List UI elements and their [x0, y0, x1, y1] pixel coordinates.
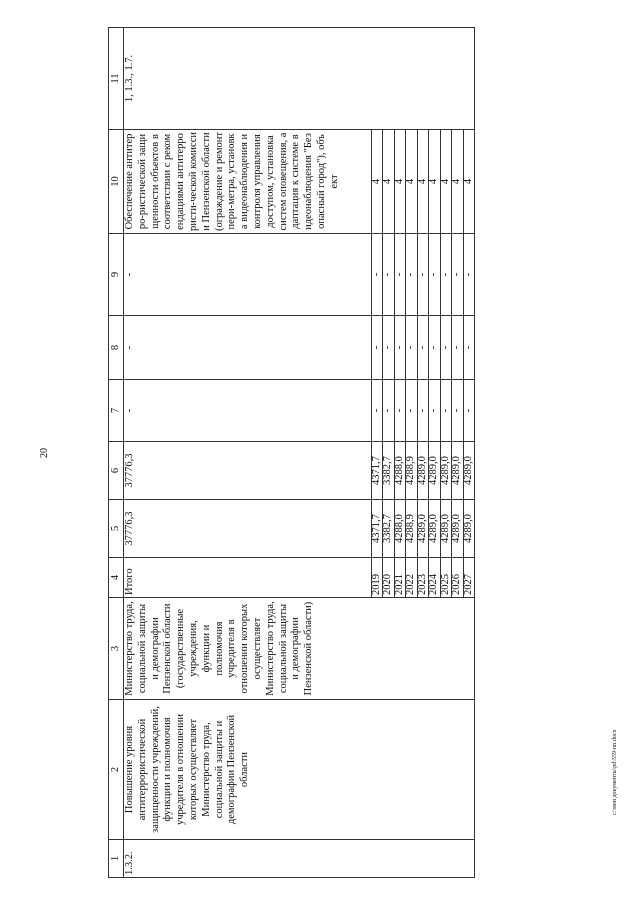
year-row-col8: -	[406, 316, 418, 380]
year-row-col5: 3382,7	[383, 500, 395, 558]
column-number-row	[109, 28, 124, 878]
year-row-col6: 4289,0	[440, 442, 452, 500]
page-number: 20	[39, 448, 50, 458]
year-row-col10: 4	[406, 130, 418, 234]
year-row-col9: -	[429, 234, 441, 316]
year-row-col10: 4	[429, 130, 441, 234]
column-number-8: 8	[109, 316, 124, 380]
column-number-6: 6	[109, 442, 124, 500]
measure-number: 1.3.2.	[124, 840, 475, 878]
total-col6: 37776,3	[124, 442, 372, 500]
column-number-10: 10	[109, 130, 124, 234]
indicator-description: Обеспечение антитерро-ристической защищенности объектов в соответствии с рекомендациями антитеррористи-ческой комиссии Пензенской области (ограждение и ремонт пери-метра, установка видеонаблюдения и контроля управления доступом, установка систем оповещения, адаптация к системе видеонаблюдения "Безопасный город"), объект	[124, 130, 372, 234]
column-number-5: 5	[109, 500, 124, 558]
year-row-col8: -	[383, 316, 395, 380]
year-row-col10: 4	[383, 130, 395, 234]
year-row-col5: 4288,0	[394, 500, 406, 558]
year-row-year: 2025	[440, 558, 452, 598]
year-row-year: 2026	[452, 558, 464, 598]
year-row-year: 2019	[371, 558, 383, 598]
measure-executor: Министерство труда, социальной защиты и демографии Пензенской области (государственные учреждения, функции и полномочия учредителя в отношении которых осуществляет Министерство труда, социальной защиты и демографии Пензенской области)	[124, 598, 475, 700]
measure-description: Повышение уровня антитеррористической защищенности учреждений, функции и полномочия учредителя в отношении которых осуществляет Министерство труда, социальной защиты и демографии Пензенской области	[124, 700, 475, 840]
program-links: 1, 1.3., 1.7.	[124, 28, 475, 130]
year-row-col10: 4	[371, 130, 383, 234]
year-row-col10: 4	[463, 130, 475, 234]
year-row-col10: 4	[394, 130, 406, 234]
year-row-col6: 4289,0	[429, 442, 441, 500]
total-col7: -	[124, 380, 372, 442]
year-row-year: 2022	[406, 558, 418, 598]
year-row-col8: -	[394, 316, 406, 380]
year-row-year: 2021	[394, 558, 406, 598]
year-row-col9: -	[406, 234, 418, 316]
year-row-col5: 4289,0	[452, 500, 464, 558]
year-row-col7: -	[452, 380, 464, 442]
rotated-table-wrapper	[108, 28, 616, 878]
year-row-col7: -	[383, 380, 395, 442]
year-row-col9: -	[452, 234, 464, 316]
year-row-col6: 3382,7	[383, 442, 395, 500]
column-number-4: 4	[109, 558, 124, 598]
year-row-col6: 4289,0	[463, 442, 475, 500]
total-label: Итого	[124, 558, 372, 598]
total-col9: -	[124, 234, 372, 316]
total-col5: 37776,3	[124, 500, 372, 558]
column-number-9: 9	[109, 234, 124, 316]
year-row-col7: -	[394, 380, 406, 442]
year-row-col6: 4289,0	[452, 442, 464, 500]
year-row-col9: -	[463, 234, 475, 316]
year-row-col10: 4	[440, 130, 452, 234]
year-row-col8: -	[463, 316, 475, 380]
year-row-col9: -	[417, 234, 429, 316]
year-row-col9: -	[394, 234, 406, 316]
column-number-2: 2	[109, 700, 124, 840]
year-row-col5: 4371,7	[371, 500, 383, 558]
year-row-col10: 4	[417, 130, 429, 234]
measure-main-row	[124, 28, 372, 878]
year-row-col8: -	[452, 316, 464, 380]
year-row-col5: 4289,0	[429, 500, 441, 558]
column-number-1: 1	[109, 840, 124, 878]
year-row-col7: -	[463, 380, 475, 442]
year-row-col6: 4288,9	[406, 442, 418, 500]
year-row-col8: -	[429, 316, 441, 380]
year-row-col6: 4289,0	[417, 442, 429, 500]
year-row-col7: -	[371, 380, 383, 442]
year-row-col7: -	[440, 380, 452, 442]
year-row-col5: 4289,0	[463, 500, 475, 558]
year-row-year: 2027	[463, 558, 475, 598]
year-row-year: 2023	[417, 558, 429, 598]
year-row-col6: 4288,0	[394, 442, 406, 500]
year-row-col8: -	[371, 316, 383, 380]
program-table-sheet	[108, 28, 616, 878]
year-row-year: 2024	[429, 558, 441, 598]
year-row-col7: -	[429, 380, 441, 442]
total-col8: -	[124, 316, 372, 380]
footer-file-path: c:\мои документы\pd\559-пп.docx	[612, 729, 618, 815]
column-number-7: 7	[109, 380, 124, 442]
column-number-3: 3	[109, 598, 124, 700]
year-row-col10: 4	[452, 130, 464, 234]
year-row-col8: -	[440, 316, 452, 380]
year-row-col8: -	[417, 316, 429, 380]
year-row-col5: 4289,0	[417, 500, 429, 558]
year-row-col5: 4288,9	[406, 500, 418, 558]
year-row-col9: -	[440, 234, 452, 316]
column-number-11: 11	[109, 28, 124, 130]
year-row-col7: -	[406, 380, 418, 442]
year-row-col7: -	[417, 380, 429, 442]
year-row-col6: 4371,7	[371, 442, 383, 500]
year-row-col9: -	[371, 234, 383, 316]
year-row-year: 2020	[383, 558, 395, 598]
year-row-col5: 4289,0	[440, 500, 452, 558]
program-measures-table	[108, 27, 475, 878]
year-row-col9: -	[383, 234, 395, 316]
